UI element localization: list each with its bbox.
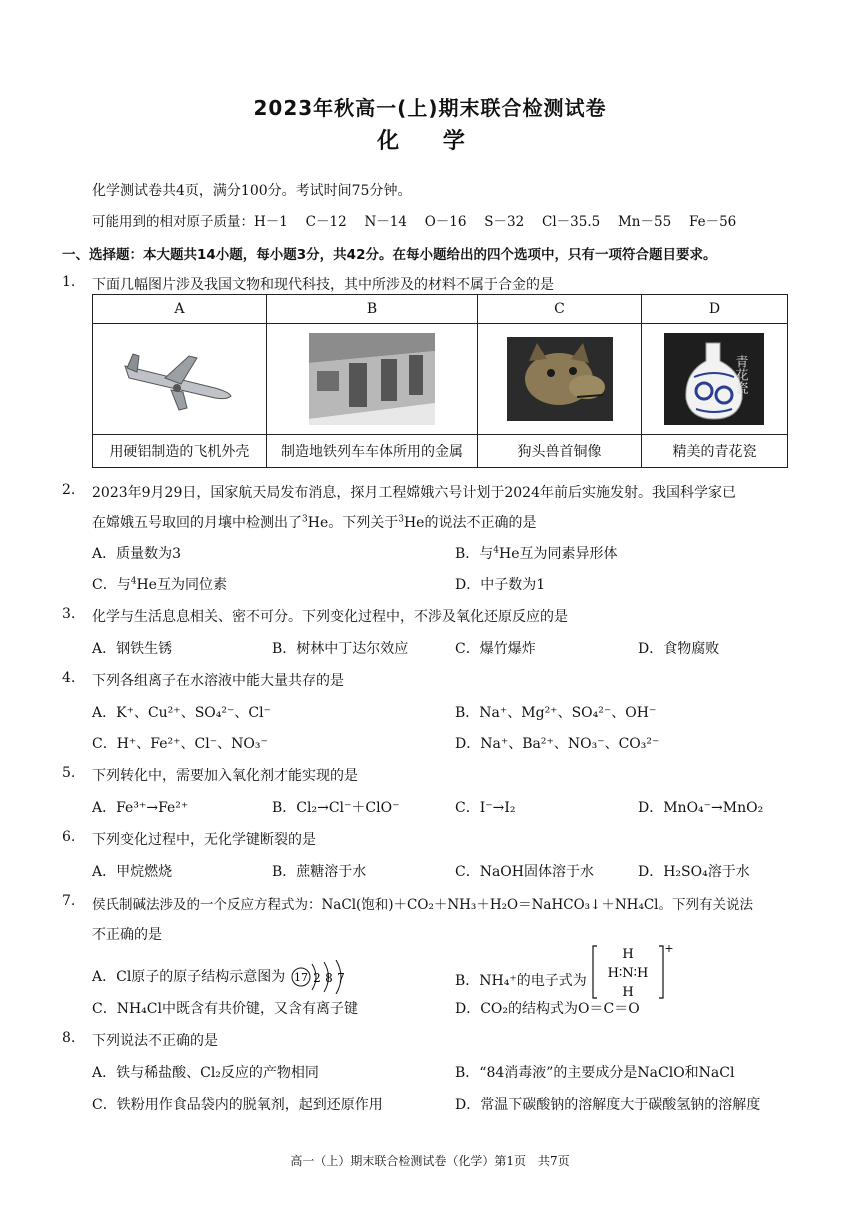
q2-option-c bbox=[92, 574, 227, 594]
q1-pic-b bbox=[266, 324, 477, 435]
q2-c-sup: 4 bbox=[130, 576, 137, 587]
q5-option-c: C．I⁻→I₂ bbox=[455, 800, 516, 816]
q5-option-a: A．Fe³⁺→Fe²⁺ bbox=[92, 800, 189, 816]
page-title: 2023年秋高一(上)期末联合检测试卷 bbox=[253, 96, 607, 120]
q8-number: 8. bbox=[62, 1030, 76, 1046]
q7-a-text: A．Cl原子的原子结构示意图为 bbox=[92, 969, 286, 985]
q7-option-c: C．NH₄Cl中既含有共价键，又含有离子键 bbox=[92, 1001, 358, 1017]
q7-number: 7. bbox=[62, 893, 76, 909]
page-footer: 高一（上）期末联合检测试卷（化学）第1页 共7页 bbox=[290, 1154, 570, 1168]
q2-sup-3a: 3 bbox=[302, 514, 308, 525]
q2-b-suffix: He互为同素异形体 bbox=[499, 546, 618, 562]
q5-option-d: D．MnO₄⁻→MnO₂ bbox=[638, 800, 764, 816]
porcelain-vase-image bbox=[664, 333, 764, 425]
shell-1-electrons: 2 bbox=[312, 971, 321, 985]
nh4-lewis-structure bbox=[591, 942, 675, 1002]
vase-calligraphy: 青花瓷 bbox=[732, 355, 748, 394]
q1-col-a: A bbox=[93, 295, 267, 324]
subway-train-image bbox=[309, 333, 435, 425]
q1-col-d: D bbox=[641, 295, 787, 324]
q1-text: 下面几幅图片涉及我国文物和现代科技，其中所涉及的材料不属于合金的是 bbox=[92, 277, 554, 293]
q3-option-c: C．爆竹爆炸 bbox=[455, 641, 536, 657]
q2-line2-b: He。下列关于 bbox=[307, 515, 399, 531]
q6-number: 6. bbox=[62, 829, 76, 845]
q1-pic-a bbox=[93, 324, 267, 435]
lewis-top-h: H bbox=[622, 947, 634, 962]
lewis-charge: + bbox=[664, 942, 674, 955]
q2-line-1: 2023年9月29日，国家航天局发布消息，探月工程嫦娥六号计划于2024年前后实施发射。我国科学家已 bbox=[92, 485, 736, 501]
q1-image-table bbox=[92, 294, 788, 468]
q3-option-b: B．树林中丁达尔效应 bbox=[272, 641, 409, 657]
lewis-bottom-h: H bbox=[622, 985, 634, 1000]
section-heading: 一、选择题：本大题共14小题，每小题3分，共42分。在每小题给出的四个选项中，只有一项符合题目要求。 bbox=[62, 247, 717, 263]
q1-col-c: C bbox=[478, 295, 642, 324]
q4-text: 下列各组离子在水溶液中能大量共存的是 bbox=[92, 673, 344, 689]
q3-option-d: D．食物腐败 bbox=[638, 641, 720, 657]
q8-option-c: C．铁粉用作食品袋内的脱氧剂，起到还原作用 bbox=[92, 1097, 383, 1113]
q1-number: 1. bbox=[62, 274, 76, 290]
q4-option-a: A．K⁺、Cu²⁺、SO₄²⁻、Cl⁻ bbox=[92, 705, 271, 721]
q2-b-sup: 4 bbox=[493, 545, 500, 556]
q6-option-d: D．H₂SO₄溶于水 bbox=[638, 864, 750, 880]
shell-2-electrons: 8 bbox=[324, 971, 333, 985]
q1-caption-b: 制造地铁列车车体所用的金属 bbox=[266, 435, 477, 468]
subject-title: 化 学 bbox=[377, 129, 483, 154]
q7-option-b bbox=[455, 942, 675, 1002]
q8-option-a: A．铁与稀盐酸、Cl₂反应的产物相同 bbox=[92, 1065, 319, 1081]
q3-option-a: A．钢铁生锈 bbox=[92, 641, 173, 657]
q7-option-a bbox=[92, 960, 354, 994]
intro-line-1: 化学测试卷共4页，满分100分。考试时间75分钟。 bbox=[92, 183, 412, 199]
q6-option-a: A．甲烷燃烧 bbox=[92, 864, 173, 880]
q7-line-1: 侯氏制碱法涉及的一个反应方程式为：NaCl(饱和)＋CO₂＋NH₃＋H₂O＝NaHCO₃↓＋NH₄Cl。下列有关说法 bbox=[92, 897, 753, 913]
q2-line2-a: 在嫦娥五号取回的月壤中检测出了 bbox=[92, 515, 302, 531]
q3-text: 化学与生活息息相关、密不可分。下列变化过程中，不涉及氧化还原反应的是 bbox=[92, 609, 568, 625]
q6-option-b: B．蔗糖溶于水 bbox=[272, 864, 367, 880]
atom-nucleus-charge: 17 bbox=[293, 971, 308, 984]
q3-number: 3. bbox=[62, 606, 76, 622]
q1-caption-d: 精美的青花瓷 bbox=[641, 435, 787, 468]
q1-caption-c: 狗头兽首铜像 bbox=[478, 435, 642, 468]
q5-option-b: B．Cl₂→Cl⁻＋ClO⁻ bbox=[272, 800, 400, 816]
q2-b-prefix: B．与 bbox=[455, 546, 494, 562]
q2-c-suffix: He互为同位素 bbox=[136, 577, 227, 593]
q2-option-b bbox=[455, 543, 618, 563]
q7-option-d: D．CO₂的结构式为O＝C＝O bbox=[455, 1001, 640, 1017]
airplane-image bbox=[119, 344, 239, 414]
q5-number: 5. bbox=[62, 765, 76, 781]
q2-option-a: A．质量数为3 bbox=[92, 546, 182, 562]
cl-atom-structure-diagram bbox=[290, 960, 354, 994]
q8-text: 下列说法不正确的是 bbox=[92, 1033, 218, 1049]
q2-number: 2. bbox=[62, 482, 76, 498]
q2-line-2 bbox=[92, 512, 536, 532]
lewis-middle: H∶N∶H bbox=[607, 966, 649, 981]
q4-option-d: D．Na⁺、Ba²⁺、NO₃⁻、CO₃²⁻ bbox=[455, 736, 660, 752]
q1-caption-a: 用硬铝制造的飞机外壳 bbox=[93, 435, 267, 468]
q4-option-c: C．H⁺、Fe²⁺、Cl⁻、NO₃⁻ bbox=[92, 736, 268, 752]
q2-line2-c: He的说法不正确的是 bbox=[403, 515, 537, 531]
shell-3-electrons: 7 bbox=[336, 971, 345, 985]
q8-option-b: B．“84消毒液”的主要成分是NaClO和NaCl bbox=[455, 1065, 735, 1081]
q1-pic-c bbox=[478, 324, 642, 435]
q8-option-d: D．常温下碳酸钠的溶解度大于碳酸氢钠的溶解度 bbox=[455, 1097, 761, 1113]
bronze-dog-head-image bbox=[507, 337, 613, 421]
q1-pic-d bbox=[641, 324, 787, 435]
q4-option-b: B．Na⁺、Mg²⁺、SO₄²⁻、OH⁻ bbox=[455, 705, 657, 721]
intro-atomic-masses: 可能用到的相对原子质量：H－1 C－12 N－14 O－16 S－32 Cl－35.5 Mn－55 Fe－56 bbox=[92, 214, 737, 230]
q2-option-d: D．中子数为1 bbox=[455, 577, 546, 593]
q6-text: 下列变化过程中，无化学键断裂的是 bbox=[92, 832, 316, 848]
q1-col-b: B bbox=[266, 295, 477, 324]
q2-sup-3b: 3 bbox=[398, 514, 404, 525]
q6-option-c: C．NaOH固体溶于水 bbox=[455, 864, 594, 880]
q4-number: 4. bbox=[62, 670, 76, 686]
q7-b-text: B．NH₄⁺的电子式为 bbox=[455, 973, 587, 989]
q5-text: 下列转化中，需要加入氧化剂才能实现的是 bbox=[92, 768, 358, 784]
q7-line-2: 不正确的是 bbox=[92, 927, 162, 943]
q2-c-prefix: C．与 bbox=[92, 577, 131, 593]
